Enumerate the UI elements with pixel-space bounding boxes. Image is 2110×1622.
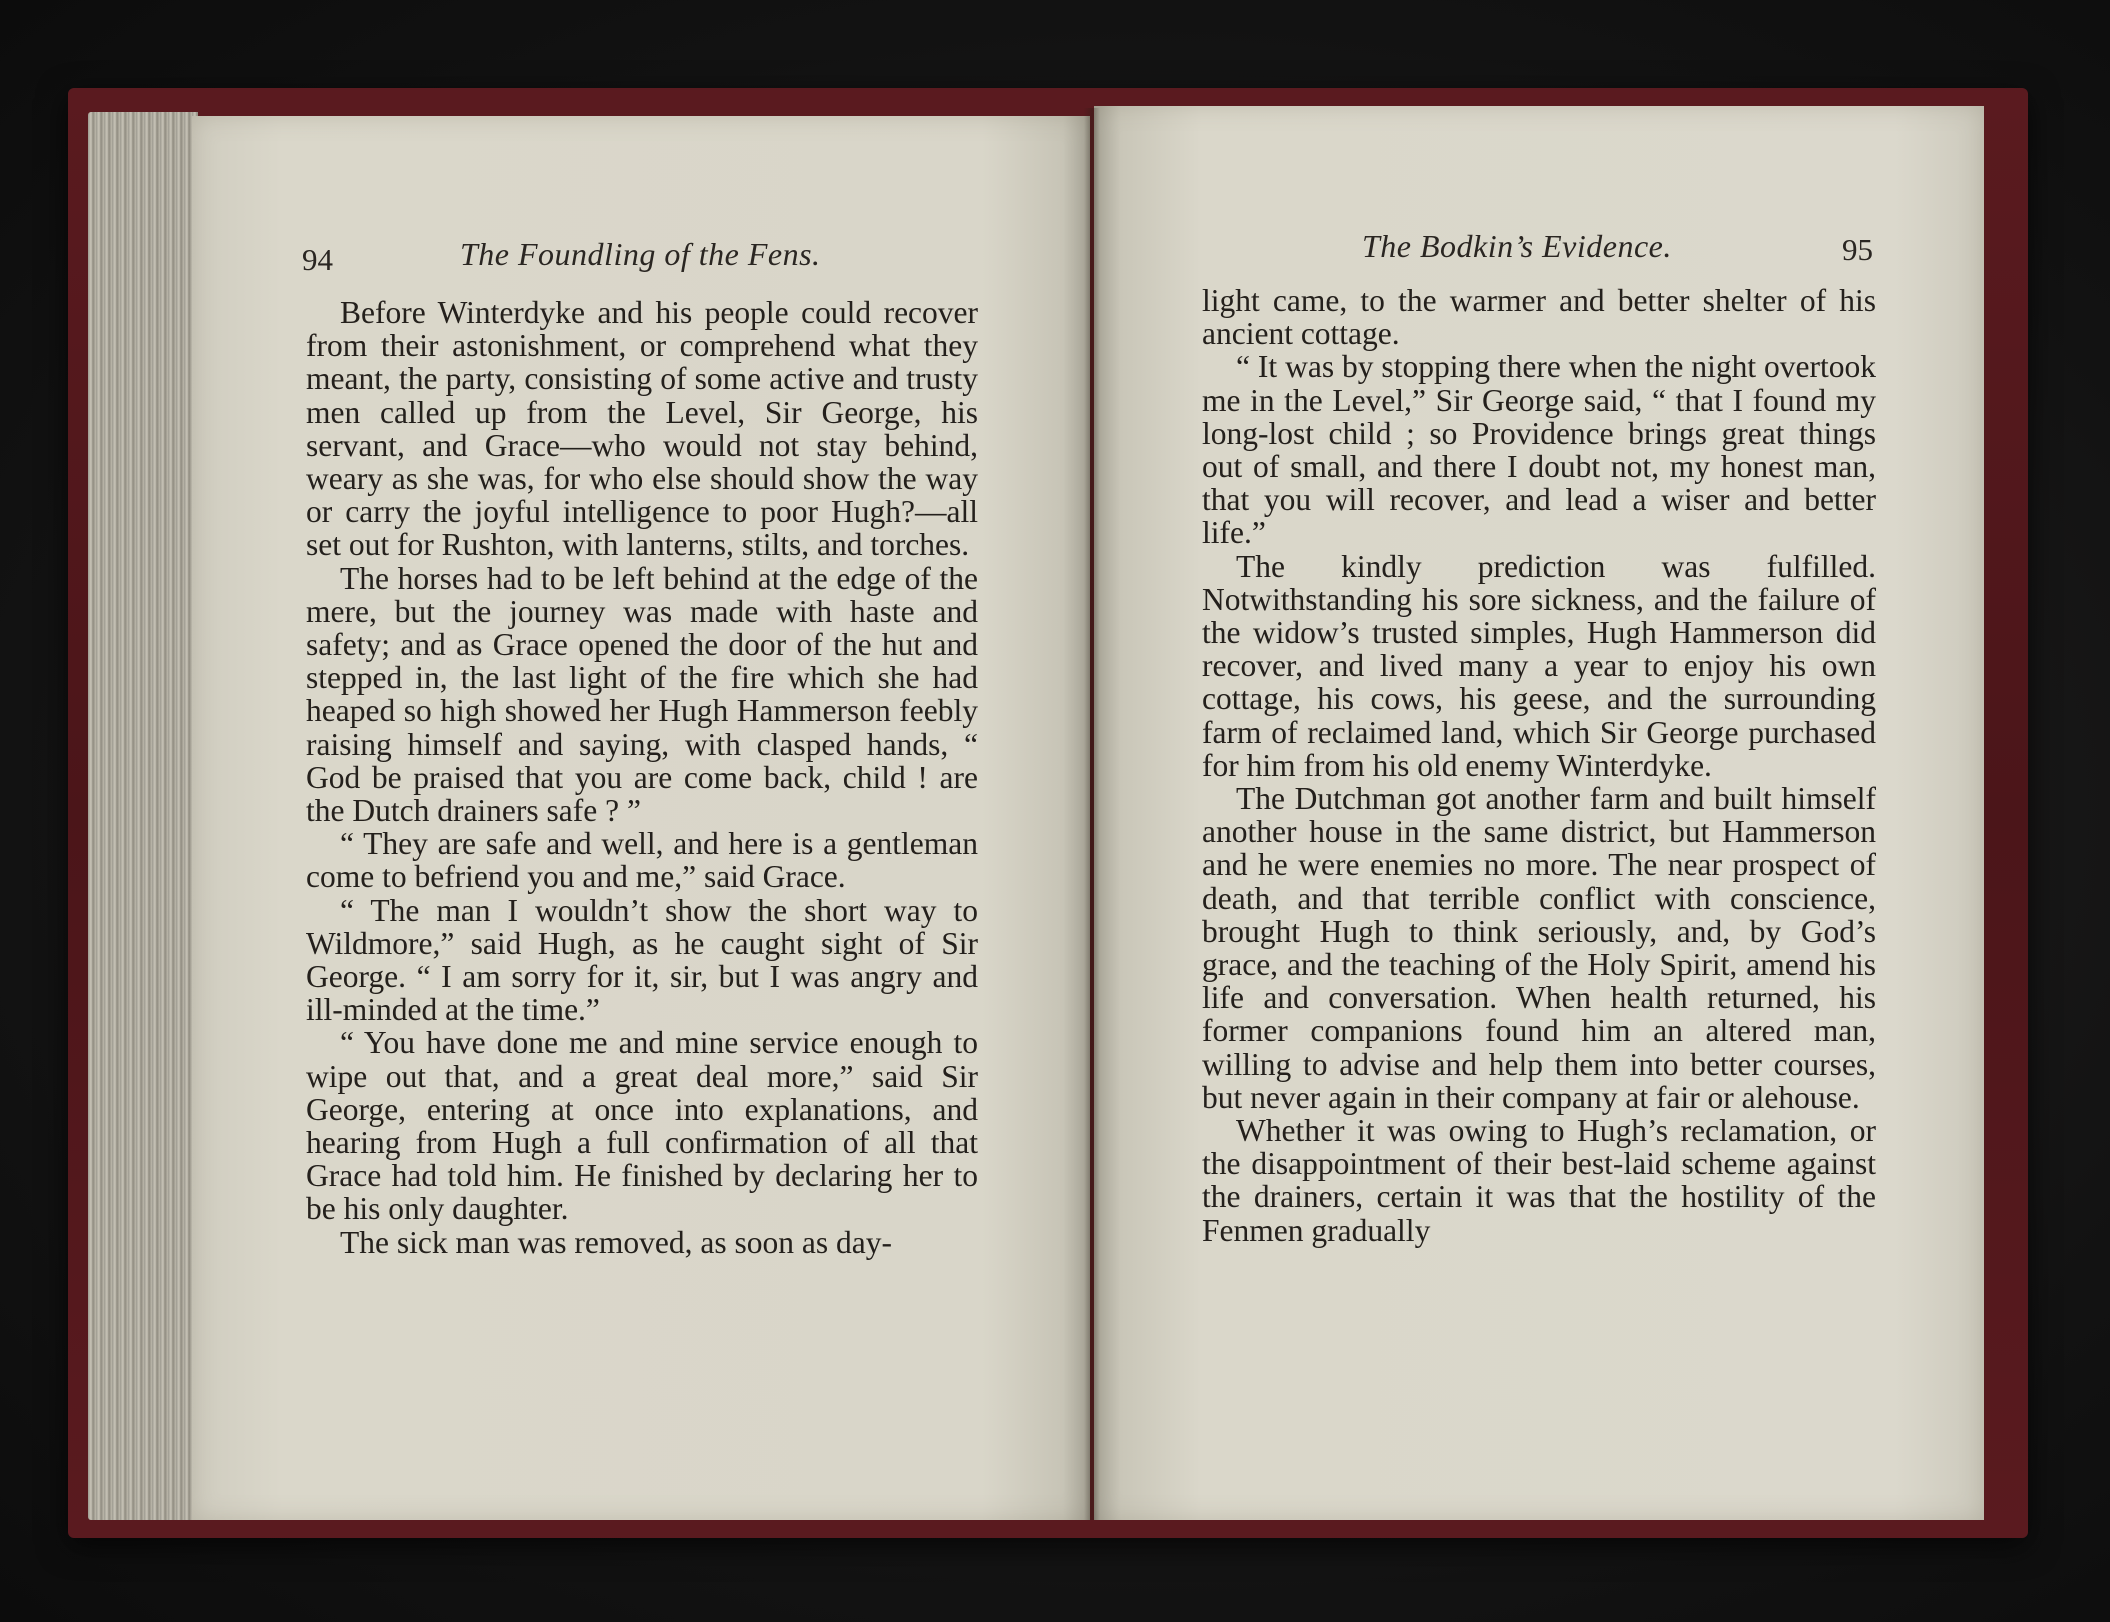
paragraph: Whether it was owing to Hugh’s reclamation, or the disappointment of their best-laid scheme against the drainers, certain it was that the hostility of the Fenmen gradually [1202, 1113, 1876, 1248]
paragraph: “ They are safe and well, and here is a gentleman come to befriend you and me,” said Grace. [306, 826, 978, 895]
paragraph: The horses had to be left behind at the edge of the mere, but the journey was made with haste and safety; and as Grace opened the door of the hut and stepped in, the last light of the fire which she had heaped so high showed her Hugh Hammerson feebly raising himself and saying, with clasped hands, “ God be praised that you are come back, child ! are the Dutch drainers safe ? ” [306, 560, 978, 829]
paragraph-continuation: light came, to the warmer and better shelter of his ancient cottage. [1202, 283, 1876, 352]
paragraph: “ The man I wouldn’t show the short way to Wildmore,” said Hugh, as he caught sight of Sir George. “ I am sorry for it, sir, but I was angry and ill-minded at the time.” [306, 892, 978, 1028]
right-running-title: The Bodkin’s Evidence. [1362, 228, 1672, 264]
left-page-text [306, 296, 978, 1259]
right-page-text [1202, 284, 1876, 1247]
paragraph: The kindly prediction was fulfilled. Notwithstanding his sore sickness, and the failure of the widow’s trusted simples, Hugh Hammerson did recover, and lived many a year to enjoy his own cottage, his cows, his geese, and the surrounding farm of reclaimed land, which Sir George purchased for him from his old enemy Winterdyke. [1202, 548, 1876, 783]
paragraph: The Dutchman got another farm and built himself another house in the same district, but Hammerson and he were enemies no more. The near prospect of death, and that terrible conflict with conscience, brought Hugh to think seriously, and, by God’s grace, and the teaching of the Holy Spirit, amend his life and conversation. When health returned, his former companions found him an altered man, willing to advise and help them into better courses, but never again in their company at fair or alehouse. [1202, 781, 1876, 1115]
paragraph: Before Winterdyke and his people could recover from their astonishment, or comprehend what they meant, the party, consisting of some active and trusty men called up from the Level, Sir George, his servant, and Grace—who would not stay behind, weary as she was, for who else should show the way or carry the joyful intelligence to poor Hugh?—all set out for Rushton, with lanterns, stilts, and torches. [306, 295, 978, 563]
left-running-title: The Foundling of the Fens. [460, 236, 821, 272]
paragraph: “ It was by stopping there when the night overtook me in the Level,” Sir George said, “ that I found my long-lost child ; so Providence brings great things out of small, and there I doubt not, my honest man, that you will recover, and lead a wiser and better life.” [1202, 349, 1876, 551]
page-edges [88, 112, 198, 1520]
right-page-number: 95 [1842, 232, 1873, 267]
left-page-number: 94 [302, 242, 333, 277]
paragraph: The sick man was removed, as soon as day- [340, 1224, 892, 1260]
book-gutter [1084, 108, 1100, 1520]
paragraph: “ You have done me and mine service enough to wipe out that, and a great deal more,” said Sir George, entering at once into explanations, and hearing from Hugh a full confirmation of all that Grace had told him. He finished by declaring her to be his only daughter. [306, 1025, 978, 1227]
